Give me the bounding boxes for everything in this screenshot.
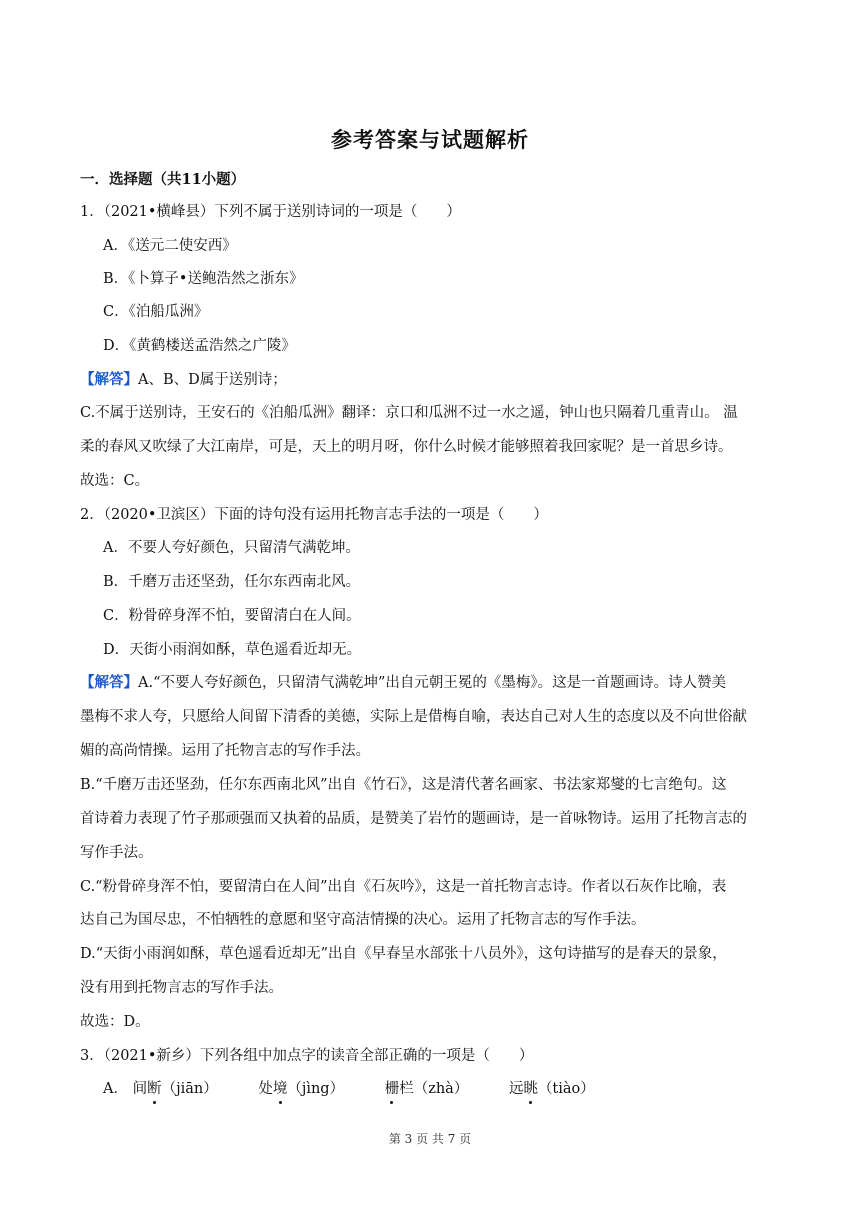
question-1-option-d: D．《黄鹤楼送孟浩然之广陵》 (103, 338, 296, 354)
answer-text: D.“天街小雨润如酥，草色遥看近却无”出自《早春呈水部张十八员外》，这句诗描写的是春天的景象， (80, 946, 727, 962)
answer-label: 【解答】 (80, 371, 138, 388)
pinyin-item (385, 1079, 469, 1099)
pinyin: （jiān） (161, 1081, 218, 1097)
char: 间 (132, 1081, 148, 1097)
pinyin-item (133, 1079, 218, 1099)
page-footer: 第 3 页 共 7 页 (388, 1132, 472, 1146)
question-2-option-b: B．千磨万击还坚劲，任尔东西南北风。 (103, 574, 361, 590)
section-heading: 一．选择题（共11小题） (80, 171, 246, 188)
question-1-option-a: A．《送元二使安西》 (103, 238, 237, 254)
answer-text: 墨梅不求人夸，只愿给人间留下清香的美德，实际上是借梅自喻，表达自己对人生的态度以及不向世俗献 (80, 709, 747, 725)
dotted-char: 断 (147, 1081, 162, 1097)
question-2-option-c: C．粉骨碎身浑不怕，要留清白在人间。 (103, 608, 361, 624)
question-1-answer (80, 370, 287, 390)
answer-text: B.“千磨万击还坚劲，任尔东西南北风”出自《竹石》，这是清代著名画家、书法家郑燮的七言绝句。这 (80, 777, 727, 793)
question-3-option-a (103, 1079, 631, 1099)
answer-text: 首诗着力表现了竹子那顽强而又执着的品质，是赞美了岩竹的题画诗，是一首咏物诗。运用了托物言志的 (80, 811, 747, 827)
question-2-answer (80, 673, 726, 693)
answer-text: 没有用到托物言志的写作手法。 (80, 980, 283, 996)
dotted-char: 眺 (523, 1081, 538, 1097)
question-1-stem: 1．（2021•横峰县）下列不属于送别诗词的一项是（ ） (80, 204, 461, 220)
answer-text: C.不属于送别诗，王安石的《泊船瓜洲》翻译：京口和瓜洲不过一水之遥，钟山也只隔着几重青山。 温 (80, 405, 738, 421)
dotted-char: 栅 (384, 1081, 400, 1097)
answer-choice: 故选：D。 (80, 1014, 150, 1030)
question-1-option-b: B．《卜算子•送鲍浩然之浙东》 (103, 271, 304, 287)
question-2-option-d: D．天街小雨润如酥，草色遥看近却无。 (103, 642, 362, 658)
pinyin-item (258, 1079, 344, 1099)
answer-text: 达自己为国尽忠，不怕牺牲的意愿和坚守高洁情操的决心。运用了托物言志的写作手法。 (80, 912, 646, 928)
answer-text: A、B、D属于送别诗； (138, 372, 287, 388)
answer-text: 媚的高尚情操。运用了托物言志的写作手法。 (80, 743, 370, 759)
pinyin: （jìng） (287, 1081, 345, 1097)
option-label: A． (103, 1081, 128, 1097)
answer-text: C.“粉骨碎身浑不怕，要留清白在人间”出自《石灰吟》，这是一首托物言志诗。作者以石灰作比喻，表 (80, 879, 727, 895)
char: 处 (258, 1081, 273, 1097)
question-2-option-a: A．不要人夸好颜色，只留清气满乾坤。 (103, 540, 360, 556)
question-1-option-c: C．《泊船瓜洲》 (103, 304, 209, 320)
question-3-stem: 3．（2021•新乡）下列各组中加点字的读音全部正确的一项是（ ） (80, 1048, 534, 1064)
answer-text: A.“不要人夸好颜色，只留清气满乾坤”出自元朝王冕的《墨梅》。这是一首题画诗。诗人赞美 (138, 675, 727, 691)
answer-label: 【解答】 (80, 674, 138, 691)
char: 远 (508, 1081, 524, 1097)
pinyin: （tiào） (537, 1081, 595, 1097)
answer-choice: 故选：C。 (80, 473, 150, 489)
question-2-stem: 2．（2020•卫滨区）下面的诗句没有运用托物言志手法的一项是（ ） (80, 507, 548, 523)
answer-text: 写作手法。 (80, 845, 153, 861)
page-title: 参考答案与试题解析 (331, 127, 529, 152)
answer-text: 柔的春风又吹绿了大江南岸，可是，天上的明月呀，你什么时候才能够照着我回家呢？是一首思乡诗。 (80, 439, 733, 455)
dotted-char: 境 (272, 1081, 288, 1097)
pinyin-item (509, 1079, 595, 1099)
pinyin: 栏（zhà） (399, 1081, 469, 1097)
